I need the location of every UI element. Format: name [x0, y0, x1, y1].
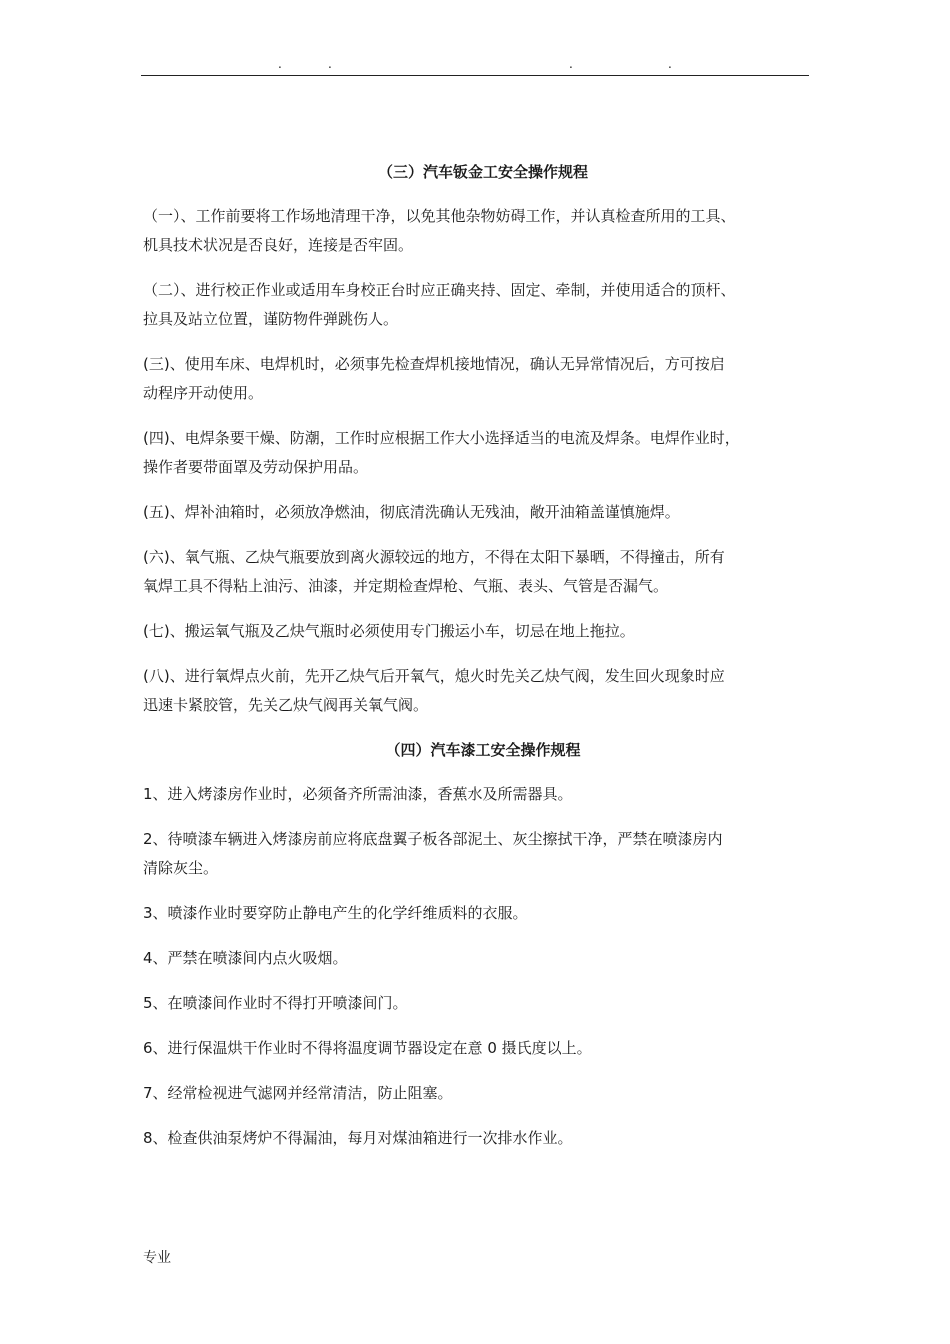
rule-paragraph: [143, 780, 823, 809]
rule-line: (四)、电焊条要干燥、防潮，工作时应根据工作大小选择适当的电流及焊条。电焊作业时，: [143, 429, 740, 447]
rule-paragraph: [143, 617, 823, 646]
header-dot: .: [668, 57, 672, 71]
section-title-painting: （四）汽车漆工安全操作规程: [385, 741, 581, 759]
rule-line: (六)、氧气瓶、乙炔气瓶要放到离火源较远的地方，不得在太阳下暴晒，不得撞击，所有: [143, 548, 725, 566]
rule-line: (七)、搬运氧气瓶及乙炔气瓶时必须使用专门搬运小车，切忌在地上拖拉。: [143, 622, 635, 640]
header-dot: .: [278, 57, 282, 71]
rule-line: 7、经常检视进气滤网并经常清洁，防止阻塞。: [143, 1084, 453, 1102]
rule-paragraph: [143, 424, 823, 482]
rule-line: 4、严禁在喷漆间内点火吸烟。: [143, 949, 348, 967]
rule-line: (五)、焊补油箱时，必须放净燃油，彻底清洗确认无残油，敞开油箱盖谨慎施焊。: [143, 503, 680, 521]
rule-paragraph: [143, 276, 823, 334]
rule-line: 清除灰尘。: [143, 859, 219, 877]
rule-paragraph: [143, 1034, 823, 1063]
rule-paragraph: [143, 350, 823, 408]
rule-line: 2、待喷漆车辆进入烤漆房前应将底盘翼子板各部泥土、灰尘擦拭干净，严禁在喷漆房内: [143, 830, 723, 848]
rule-line: 迅速卡紧胶管，先关乙炔气阀再关氧气阀。: [143, 696, 429, 714]
header-dot: .: [328, 57, 332, 71]
rule-line: （二）、进行校正作业或适用车身校正台时应正确夹持、固定、牵制，并使用适合的顶杆、: [143, 281, 736, 299]
header-dots: [141, 57, 809, 73]
rule-line: 机具技术状况是否良好，连接是否牢固。: [143, 236, 414, 254]
rule-paragraph: [143, 989, 823, 1018]
rule-line: 8、检查供油泵烤炉不得漏油，每月对煤油箱进行一次排水作业。: [143, 1129, 573, 1147]
rule-paragraph: [143, 1124, 823, 1153]
rule-line: 动程序开动使用。: [143, 384, 264, 402]
rule-paragraph: [143, 543, 823, 601]
rule-line: 氧焊工具不得粘上油污、油漆，并定期检查焊枪、气瓶、表头、气管是否漏气。: [143, 577, 669, 595]
rule-line: (八)、进行氧焊点火前，先开乙炔气后开氧气，熄火时先关乙炔气阀，发生回火现象时应: [143, 667, 725, 685]
footer-label: 专业: [143, 1250, 171, 1266]
rule-paragraph: [143, 662, 823, 720]
section-painting-rules: [143, 780, 823, 1153]
section-title-sheet-metal: （三）汽车钣金工安全操作规程: [377, 163, 588, 181]
rule-paragraph: [143, 825, 823, 883]
rule-line: 1、进入烤漆房作业时，必须备齐所需油漆，香蕉水及所需器具。: [143, 785, 573, 803]
rule-line: （一）、工作前要将工作场地清理干净，以免其他杂物妨碍工作，并认真检查所用的工具、: [143, 207, 736, 225]
header-rule: [141, 75, 809, 76]
rule-paragraph: [143, 944, 823, 973]
header-dot: .: [569, 57, 573, 71]
section-sheet-metal-rules: [143, 202, 823, 720]
rule-line: 操作者要带面罩及劳动保护用品。: [143, 458, 369, 476]
rule-line: 拉具及站立位置，谨防物件弹跳伤人。: [143, 310, 399, 328]
rule-paragraph: [143, 202, 823, 260]
rule-paragraph: [143, 498, 823, 527]
rule-paragraph: [143, 1079, 823, 1108]
rule-line: 3、喷漆作业时要穿防止静电产生的化学纤维质料的衣服。: [143, 904, 528, 922]
rule-line: (三)、使用车床、电焊机时，必须事先检查焊机接地情况，确认无异常情况后，方可按启: [143, 355, 725, 373]
rule-line: 5、在喷漆间作业时不得打开喷漆间门。: [143, 994, 408, 1012]
document-body: [143, 158, 823, 1169]
rule-line: 6、进行保温烘干作业时不得将温度调节器设定在意 0 摄氏度以上。: [143, 1039, 592, 1057]
rule-paragraph: [143, 899, 823, 928]
